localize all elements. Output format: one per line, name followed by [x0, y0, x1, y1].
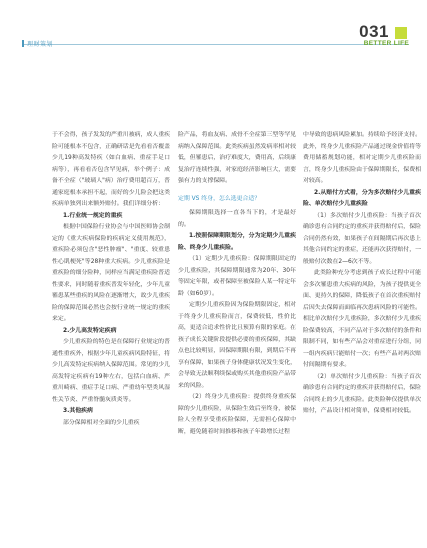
subheading: 2.少儿高发特定疾病 — [63, 327, 117, 334]
paragraph: 根据中国保险行业协会与中国医师协会制定的《重大疾病保险的疾病定义使用规范》，重疾险必须包含"恶性肿瘤"、"重度、较重患性心肌梗死"等28种重大疾病。少儿重疾险是重疾险的细分险种，同样应当满足重疾险普适性要求，同时随着重疾普发年轻化，少年儿童罹患某些重疾的风险在逐渐增大，故少儿重疾险的保障范围必然也会按行业统一规定的重疾来定。 — [52, 224, 170, 322]
column-2 — [178, 130, 296, 438]
paragraph: 中导致的患病风险累加。持续给予经济支持。此外，终身少儿重疾险产品通过现金价值将等费用储蓄规划功能，相对定期少儿重疾险而言，终身少儿重疾险由于保障期限长，保费相对较高。 — [303, 132, 421, 184]
section-title: 理财策划 — [27, 41, 54, 48]
section-heading: 定期 VS 终身，怎么选更合适？ — [178, 195, 261, 202]
subheading: 1.按照保障期限划分，分为定期少儿重疾险、终身少儿重疾险。 — [178, 233, 296, 251]
subheading: 3.其他疾病 — [63, 408, 93, 414]
column-3 — [303, 130, 421, 418]
page-number: 031 — [359, 22, 389, 41]
section-marker — [22, 40, 24, 47]
paragraph: （2）单次赔付少儿重疾险：当孩子首次确诊患有合同约定的重疾并获得赔付后，保险合同终止的少儿重疾险。此类险种仅提供单次赔付，产品设计相对简单，保费相对较低。 — [303, 373, 421, 414]
accent-square — [395, 27, 407, 39]
subheading: 1.行业统一规定的重疾 — [63, 212, 123, 219]
paragraph: 于不会得，孩子发发的严重川被病，成人重疾险可能根本不包含，正确研话是先看看否覆盖少儿19种高发特疾（如白血病、重症手足口病等），再看看否包含罕见病，举个例子：成备不全症（"玻璃人"病）治疗费用超百万，普通家庭根本承担不起，而好的少儿险会把这类疾病单独列出来额外赔付。我们详细分析： — [52, 132, 170, 207]
header-rule — [22, 44, 409, 45]
paragraph: （1）定期少儿重疾险：保障期限固定的少儿重疾险，其保障期限通常为20年、30年等固定年限，或者保障至被保险人某一特定年龄（如60岁）。 — [178, 256, 296, 297]
paragraph: 此类险种充分考虑到孩子成长过程中可能会多次罹患重大疾病的风险，为孩子提供更全面、更持久的保障，降低孩子在首次重疾赔付后因失去保障而面临再次患病风险的可能性。相比单次赔付少儿重疾险，多次赔付少儿重疾险保费较高，不同产品对于多次赔付的条件和限制不同，如有些产品会对重症进行分组，同一组内疾病只能赔付一次；有些产品对两次赔付间隔期有要求。 — [303, 270, 421, 368]
paragraph: （1）多次赔付少儿重疾险：当孩子首次确诊患有合同约定的重疾并获得赔付后，保险合同仍然有效，如果孩子在间隔期后再次患上其他合同约定的重症，还能再次获得赔付，一般赔付次数在2—6次不等。 — [303, 212, 421, 265]
section-label — [22, 39, 53, 48]
paragraph: 少儿重疾险的特色是在保障行业规定的普通性重疾外，根据少年儿童疾病风险特征，将少儿高发特定疾病纳入保障范围。常见的少儿高发特定疾病有19种左右，包括白血病、严重川崎病、重症手足口病、严重幼年型类风湿性关节炎、严重脊髓灰质炎等。 — [52, 339, 170, 403]
subheading: 2.从赔付方式看，分为多次赔付少儿重疾险、单次赔付少儿重疾险 — [303, 189, 421, 207]
paragraph: 险产品，将血友病、成骨不全症第三型等罕见病纳入保障范围。此类疾病虽然发病率相对较低，但罹患后，治疗难度大，费用高，后续康复治疗连续性强，对家庭经济影响巨大，需要强有力的支撑保障。 — [178, 132, 296, 184]
paragraph: （2）终身少儿重疾险：提供终身重疾保障的少儿重疾险，从保险生效后至终身，被保险人全程享受重疾险保障，无需担心保障中断，避免随着时间推移和孩子年龄增长过程 — [178, 394, 296, 435]
paragraph: 部分保障相对全面的少儿重疾 — [63, 419, 140, 426]
column-1 — [52, 130, 170, 429]
brand-label: BETTER LIFE — [363, 40, 409, 47]
paragraph: 保障期限选择一直各当下的，才是最好的。 — [178, 210, 296, 228]
paragraph: 定期少儿重疾险因为保险期限固定，相对于终身少儿重疾险而言，保费较低，性价比高，更适合追求性价比且预算有限的家庭。在孩子成长关键阶段提供必要的重疾保障，其缺点也比较明显，因保障期限有限，到期后不再享有保障，如果孩子身体健康状况发生变化，会导致无法顺利续保或购买其他重疾险产品带来的风险。 — [178, 302, 296, 389]
